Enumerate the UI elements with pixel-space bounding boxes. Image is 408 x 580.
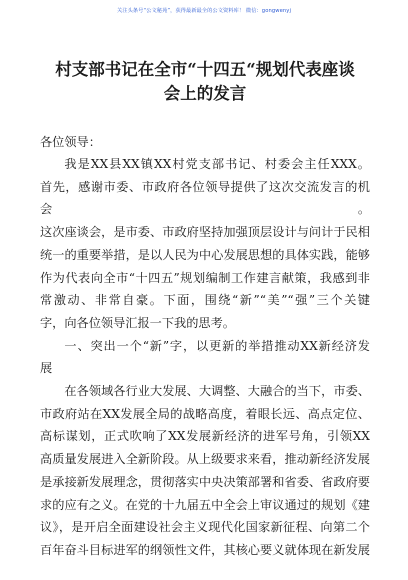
paragraph-new-economy xyxy=(40,380,370,562)
paragraph-line: 高质量发展进入全新阶段。从上级要求来看，推动新经济发展 xyxy=(40,452,370,467)
paragraph-line: 字，向各位领导汇报一下我的思考。 xyxy=(40,315,235,330)
document-page xyxy=(40,58,370,562)
paragraph-line: 求的应有之义。在党的十九届五中全会上审议通过的规划《建 xyxy=(40,497,370,512)
top-banner xyxy=(0,0,408,20)
paragraph-line: 是承接新发展理念，贯彻落实中央决策部署和省委、省政府要 xyxy=(40,474,370,489)
paragraph-line: 首先，感谢市委、市政府各位领导提供了这次交流发言的机会。 xyxy=(40,179,370,217)
section-heading-1 xyxy=(40,335,370,380)
document-title xyxy=(40,58,370,106)
paragraph-line: 议》，是开启全面建设社会主义现代化国家新征程、向第二个 xyxy=(40,520,370,535)
title-line-2: 会上的发言 xyxy=(163,84,247,103)
paragraph-line: 常激动、非常自豪。下面，围绕“新”“美”“强”三个关键 xyxy=(40,293,370,308)
banner-text: 关注头条号“公文秘苑”，获得最新最全的公文资料库！ 微信：gongwenyj xyxy=(117,7,291,14)
paragraph-line: 在各领域各行业大发展、大调整、大融合的当下，市委、 xyxy=(64,384,370,399)
salutation: 各位领导： xyxy=(40,135,101,149)
heading-line: 一、突出一个“新”字，以更新的举措推动XX新经济发 xyxy=(64,338,370,353)
paragraph-intro xyxy=(40,153,370,335)
paragraph-line: 高标谋划，正式吹响了XX发展新经济的进军号角，引领XX xyxy=(40,429,370,444)
paragraph-line: 我是XX县XX镇XX村党支部书记、村委会主任XXX。 xyxy=(64,157,370,171)
heading-line: 展 xyxy=(40,361,53,376)
paragraph-line: 统一的重要举措，是以人民为中心发展思想的具体实践，能够 xyxy=(40,247,370,262)
paragraph-line: 作为代表向全市“十四五”规划编制工作建言献策，我感到非 xyxy=(40,270,370,285)
paragraph-line: 百年奋斗目标进军的纲领性文件，其核心要义就体现在新发展 xyxy=(40,542,370,557)
paragraph-line: 这次座谈会，是市委、市政府坚持加强顶层设计与问计于民相 xyxy=(40,225,370,240)
paragraph-line: 市政府站在XX发展全局的战略高度，着眼长远、高点定位、 xyxy=(40,406,370,421)
title-line-1: 村支部书记在全市“十四五“规划代表座谈 xyxy=(55,60,355,79)
